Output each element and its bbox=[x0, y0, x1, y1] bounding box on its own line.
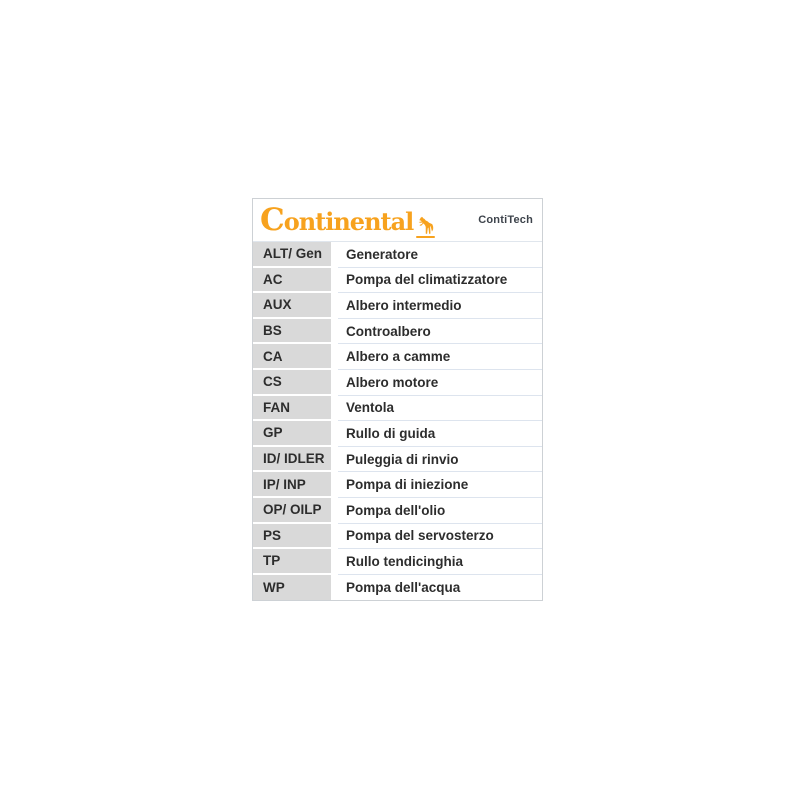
brand-header bbox=[253, 199, 542, 242]
abbreviation-legend-card bbox=[252, 198, 543, 601]
column-gap bbox=[331, 268, 338, 294]
table-row bbox=[253, 524, 542, 550]
column-gap bbox=[331, 447, 338, 473]
column-gap bbox=[331, 575, 338, 601]
abbreviation-cell: TP bbox=[253, 549, 331, 575]
description-cell: Puleggia di rinvio bbox=[338, 447, 542, 473]
abbreviation-cell: IP/ INP bbox=[253, 472, 331, 498]
column-gap bbox=[331, 472, 338, 498]
table-row bbox=[253, 575, 542, 601]
table-row bbox=[253, 293, 542, 319]
column-gap bbox=[331, 396, 338, 422]
table-row bbox=[253, 370, 542, 396]
description-cell: Rullo di guida bbox=[338, 421, 542, 447]
table-row bbox=[253, 421, 542, 447]
rearing-horse-icon bbox=[416, 216, 435, 238]
contitech-logo: ContiTech bbox=[478, 214, 533, 226]
description-cell: Pompa di iniezione bbox=[338, 472, 542, 498]
column-gap bbox=[331, 242, 338, 268]
table-row bbox=[253, 498, 542, 524]
description-cell: Generatore bbox=[338, 242, 542, 268]
abbreviation-cell: ALT/ Gen bbox=[253, 242, 331, 268]
abbreviation-cell: CA bbox=[253, 344, 331, 370]
column-gap bbox=[331, 524, 338, 550]
abbreviation-cell: CS bbox=[253, 370, 331, 396]
description-cell: Pompa dell'acqua bbox=[338, 575, 542, 601]
table-row bbox=[253, 319, 542, 345]
description-cell: Pompa del climatizzatore bbox=[338, 268, 542, 294]
description-cell: Albero intermedio bbox=[338, 293, 542, 319]
table-row bbox=[253, 268, 542, 294]
abbreviation-cell: WP bbox=[253, 575, 331, 601]
horse-baseline bbox=[416, 236, 435, 238]
column-gap bbox=[331, 344, 338, 370]
abbreviation-cell: FAN bbox=[253, 396, 331, 422]
abbreviation-cell: ID/ IDLER bbox=[253, 447, 331, 473]
table-row bbox=[253, 447, 542, 473]
continental-wordmark: Continental bbox=[260, 201, 414, 238]
description-cell: Pompa del servosterzo bbox=[338, 524, 542, 550]
table-row bbox=[253, 549, 542, 575]
column-gap bbox=[331, 370, 338, 396]
abbreviation-table bbox=[253, 242, 542, 600]
description-cell: Ventola bbox=[338, 396, 542, 422]
abbreviation-cell: AC bbox=[253, 268, 331, 294]
abbreviation-cell: OP/ OILP bbox=[253, 498, 331, 524]
table-row bbox=[253, 396, 542, 422]
column-gap bbox=[331, 319, 338, 345]
abbreviation-cell: BS bbox=[253, 319, 331, 345]
abbreviation-cell: GP bbox=[253, 421, 331, 447]
column-gap bbox=[331, 498, 338, 524]
description-cell: Controalbero bbox=[338, 319, 542, 345]
description-cell: Albero motore bbox=[338, 370, 542, 396]
description-cell: Albero a camme bbox=[338, 344, 542, 370]
description-cell: Pompa dell'olio bbox=[338, 498, 542, 524]
column-gap bbox=[331, 549, 338, 575]
table-row bbox=[253, 344, 542, 370]
description-cell: Rullo tendicinghia bbox=[338, 549, 542, 575]
column-gap bbox=[331, 421, 338, 447]
abbreviation-cell: AUX bbox=[253, 293, 331, 319]
continental-logo bbox=[260, 201, 435, 238]
column-gap bbox=[331, 293, 338, 319]
abbreviation-cell: PS bbox=[253, 524, 331, 550]
table-row bbox=[253, 472, 542, 498]
table-row bbox=[253, 242, 542, 268]
